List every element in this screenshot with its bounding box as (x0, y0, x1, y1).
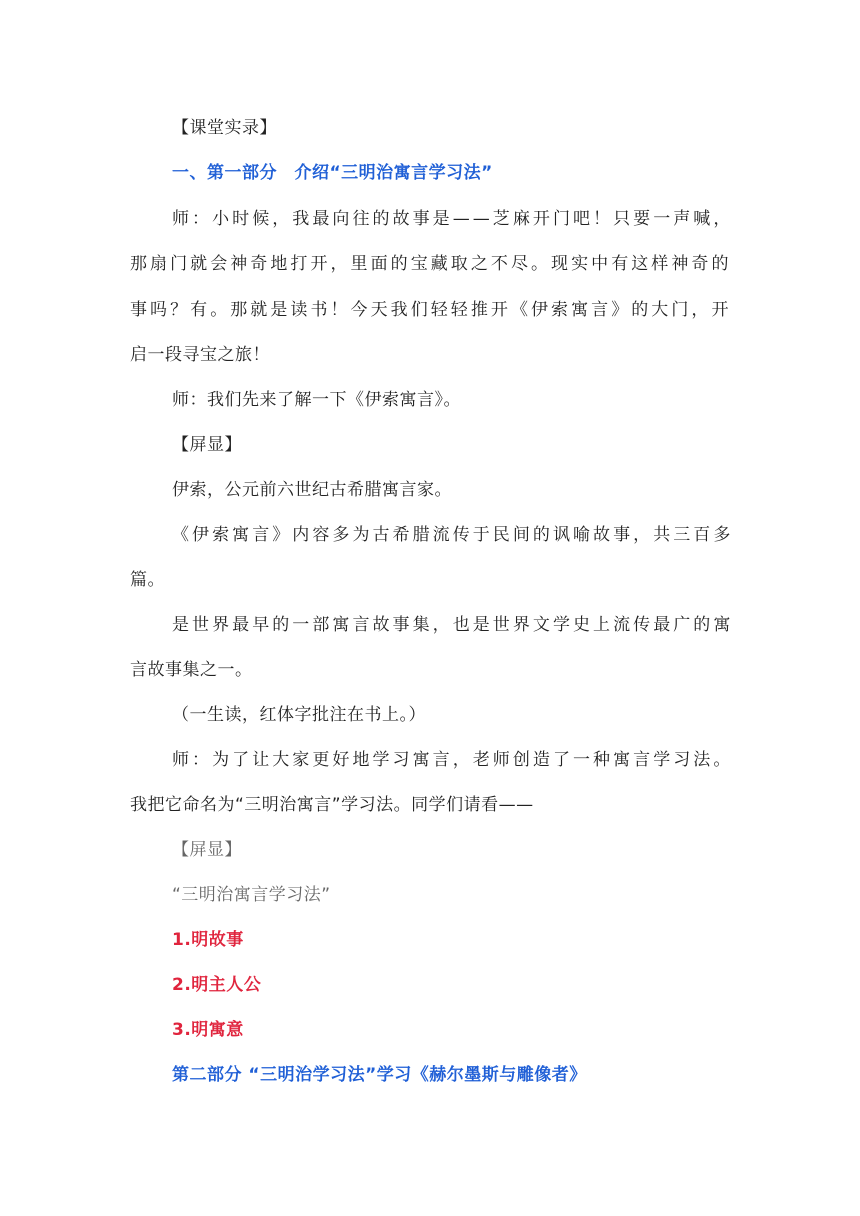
heading-classroom-record: 【课堂实录】 (172, 118, 277, 138)
section2-title: 第二部分 “三明治学习法”学习《赫尔墨斯与雕像者》 (172, 1065, 587, 1085)
paragraph-line: 事吗？有。那就是读书！今天我们轻轻推开《伊索寓言》的大门，开 (130, 300, 732, 320)
method-item: 1.明故事 (172, 930, 244, 950)
paragraph-line: 师：为了让大家更好地学习寓言，老师创造了一种寓言学习法。 (172, 750, 734, 770)
paragraph-line: 篇。 (130, 570, 165, 590)
paragraph-line: 我把它命名为“三明治寓言”学习法。同学们请看—— (130, 795, 534, 815)
paragraph-line: 那扇门就会神奇地打开，里面的宝藏取之不尽。现实中有这样神奇的 (130, 254, 732, 274)
paragraph-line: 《伊索寓言》内容多为古希腊流传于民间的讽喻故事，共三百多 (172, 525, 734, 545)
paragraph-line: 师：小时候，我最向往的故事是——芝麻开门吧！只要一声喊， (172, 209, 734, 229)
paragraph-line: 言故事集之一。 (130, 660, 253, 680)
paragraph: 师：我们先来了解一下《伊索寓言》。 (172, 390, 461, 410)
paragraph-line: 是世界最早的一部寓言故事集，也是世界文学史上流传最广的寓 (172, 615, 734, 635)
paragraph: 伊索，公元前六世纪古希腊寓言家。 (172, 480, 452, 500)
method-title: “三明治寓言学习法” (172, 885, 331, 905)
screen-label: 【屏显】 (172, 840, 242, 860)
paragraph-line: 启一段寻宝之旅！ (130, 345, 270, 365)
screen-label: 【屏显】 (172, 435, 242, 455)
method-item: 2.明主人公 (172, 975, 262, 995)
section1-title: 一、第一部分 介绍“三明治寓言学习法” (172, 163, 493, 183)
paragraph-note: （一生读，红体字批注在书上。） (172, 705, 426, 725)
method-item: 3.明寓意 (172, 1020, 244, 1040)
